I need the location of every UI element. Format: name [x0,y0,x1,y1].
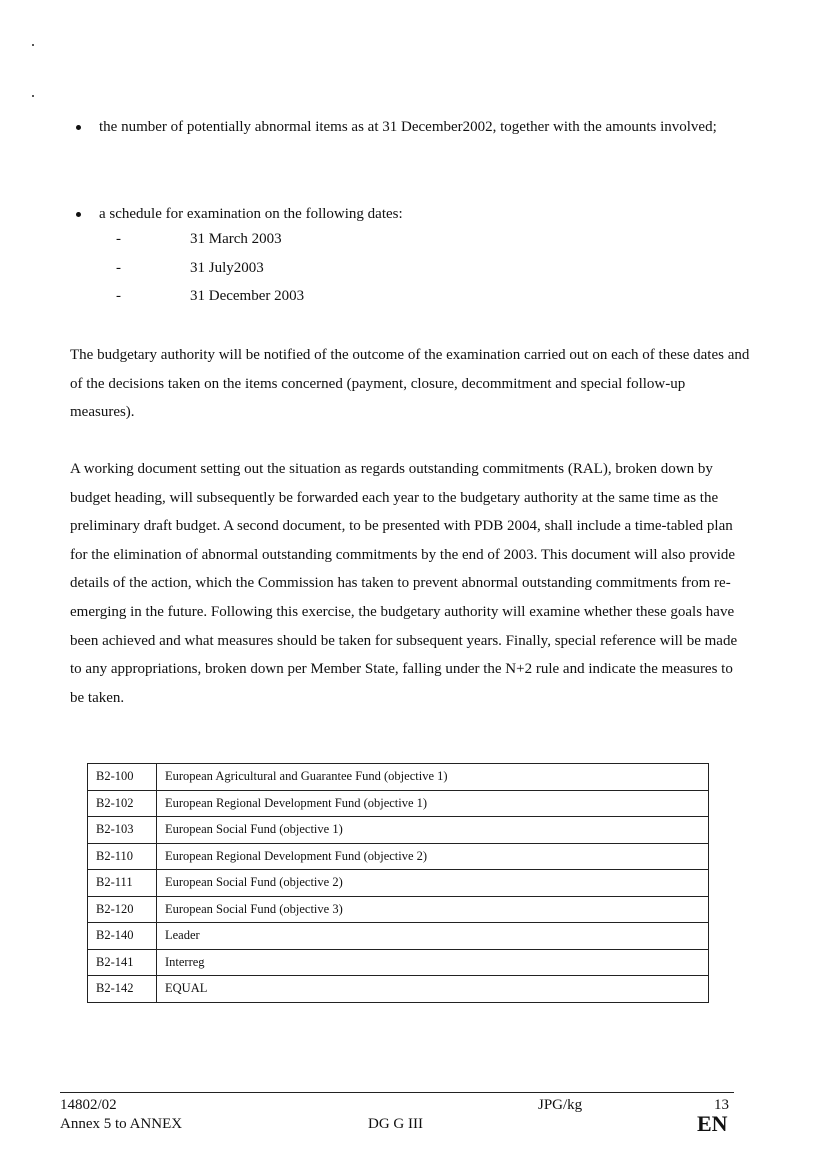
table-row [88,923,709,950]
bullet-item-text: a schedule for examination on the following dates: [99,206,403,222]
fund-name-cell: European Social Fund (objective 2) [157,870,709,897]
date-list-item: 31 December 2003 [190,288,305,304]
budget-heading-table [87,763,709,1003]
fund-name-cell: European Agricultural and Guarantee Fund (objective 1) [157,764,709,791]
budget-code-cell: B2-103 [88,817,157,844]
footer-doc-number: 14802/02 [60,1097,117,1113]
scan-speck [32,44,34,46]
fund-name-cell: Interreg [157,949,709,976]
fund-name-cell: European Social Fund (objective 3) [157,896,709,923]
fund-name-cell: European Regional Development Fund (objective 2) [157,843,709,870]
fund-name-cell: European Regional Development Fund (objective 1) [157,790,709,817]
date-list-item: 31 July2003 [190,260,264,276]
table-row [88,843,709,870]
table-row [88,896,709,923]
footer-divider [60,1092,734,1093]
fund-name-cell: Leader [157,923,709,950]
budget-code-cell: B2-100 [88,764,157,791]
budget-code-cell: B2-102 [88,790,157,817]
budget-code-cell: B2-140 [88,923,157,950]
budget-code-cell: B2-110 [88,843,157,870]
fund-name-cell: European Social Fund (objective 1) [157,817,709,844]
footer-annex-label: Annex 5 to ANNEX [60,1116,183,1132]
dash-marker: - [116,288,121,304]
footer-page-number: 13 [714,1097,729,1113]
budget-code-cell: B2-142 [88,976,157,1003]
dash-marker: - [116,260,121,276]
table-row [88,949,709,976]
table-row [88,870,709,897]
budget-code-cell: B2-120 [88,896,157,923]
footer-dg: DG G III [368,1116,423,1132]
bullet-icon [76,212,81,217]
paragraph-notification: The budgetary authority will be notified of the outcome of the examination carried out on each of these dates and of the decisions taken on the items concerned (payment, closure, decommitment and special follow-up measures). [70,347,750,421]
scan-speck [32,95,34,97]
bullet-item-text: the number of potentially abnormal items as at 31 December2002, together with the amounts involved; [99,119,717,135]
table-row [88,790,709,817]
paragraph-working-document: A working document setting out the situation as regards outstanding commitments (RAL), broken down by budget heading, will subsequently be forwarded each year to the budgetary authority at the same time as the preliminary draft budget. A second document, to be presented with PDB 2004, shall include a time-tabled plan for the elimination of abnormal outstanding commitments by the end of 2003. This document will also provide details of the action, which the Commission has taken to prevent abnormal outstanding commitments from re-emerging in the future. Following this exercise, the budgetary authority will examine whether these goals have been achieved and what measures should be taken for subsequent years. Finally, special reference will be made to any appropriations, broken down per Member State, falling under the N+2 rule and indicate the measures to be taken. [70,461,738,706]
budget-code-cell: B2-111 [88,870,157,897]
table-row [88,976,709,1003]
table-row [88,764,709,791]
bullet-icon [76,125,81,130]
dash-marker: - [116,231,121,247]
fund-name-cell: EQUAL [157,976,709,1003]
budget-code-cell: B2-141 [88,949,157,976]
date-list-item: 31 March 2003 [190,231,282,247]
footer-language-code: EN [697,1111,728,1136]
footer-initials: JPG/kg [538,1097,583,1113]
table-row [88,817,709,844]
